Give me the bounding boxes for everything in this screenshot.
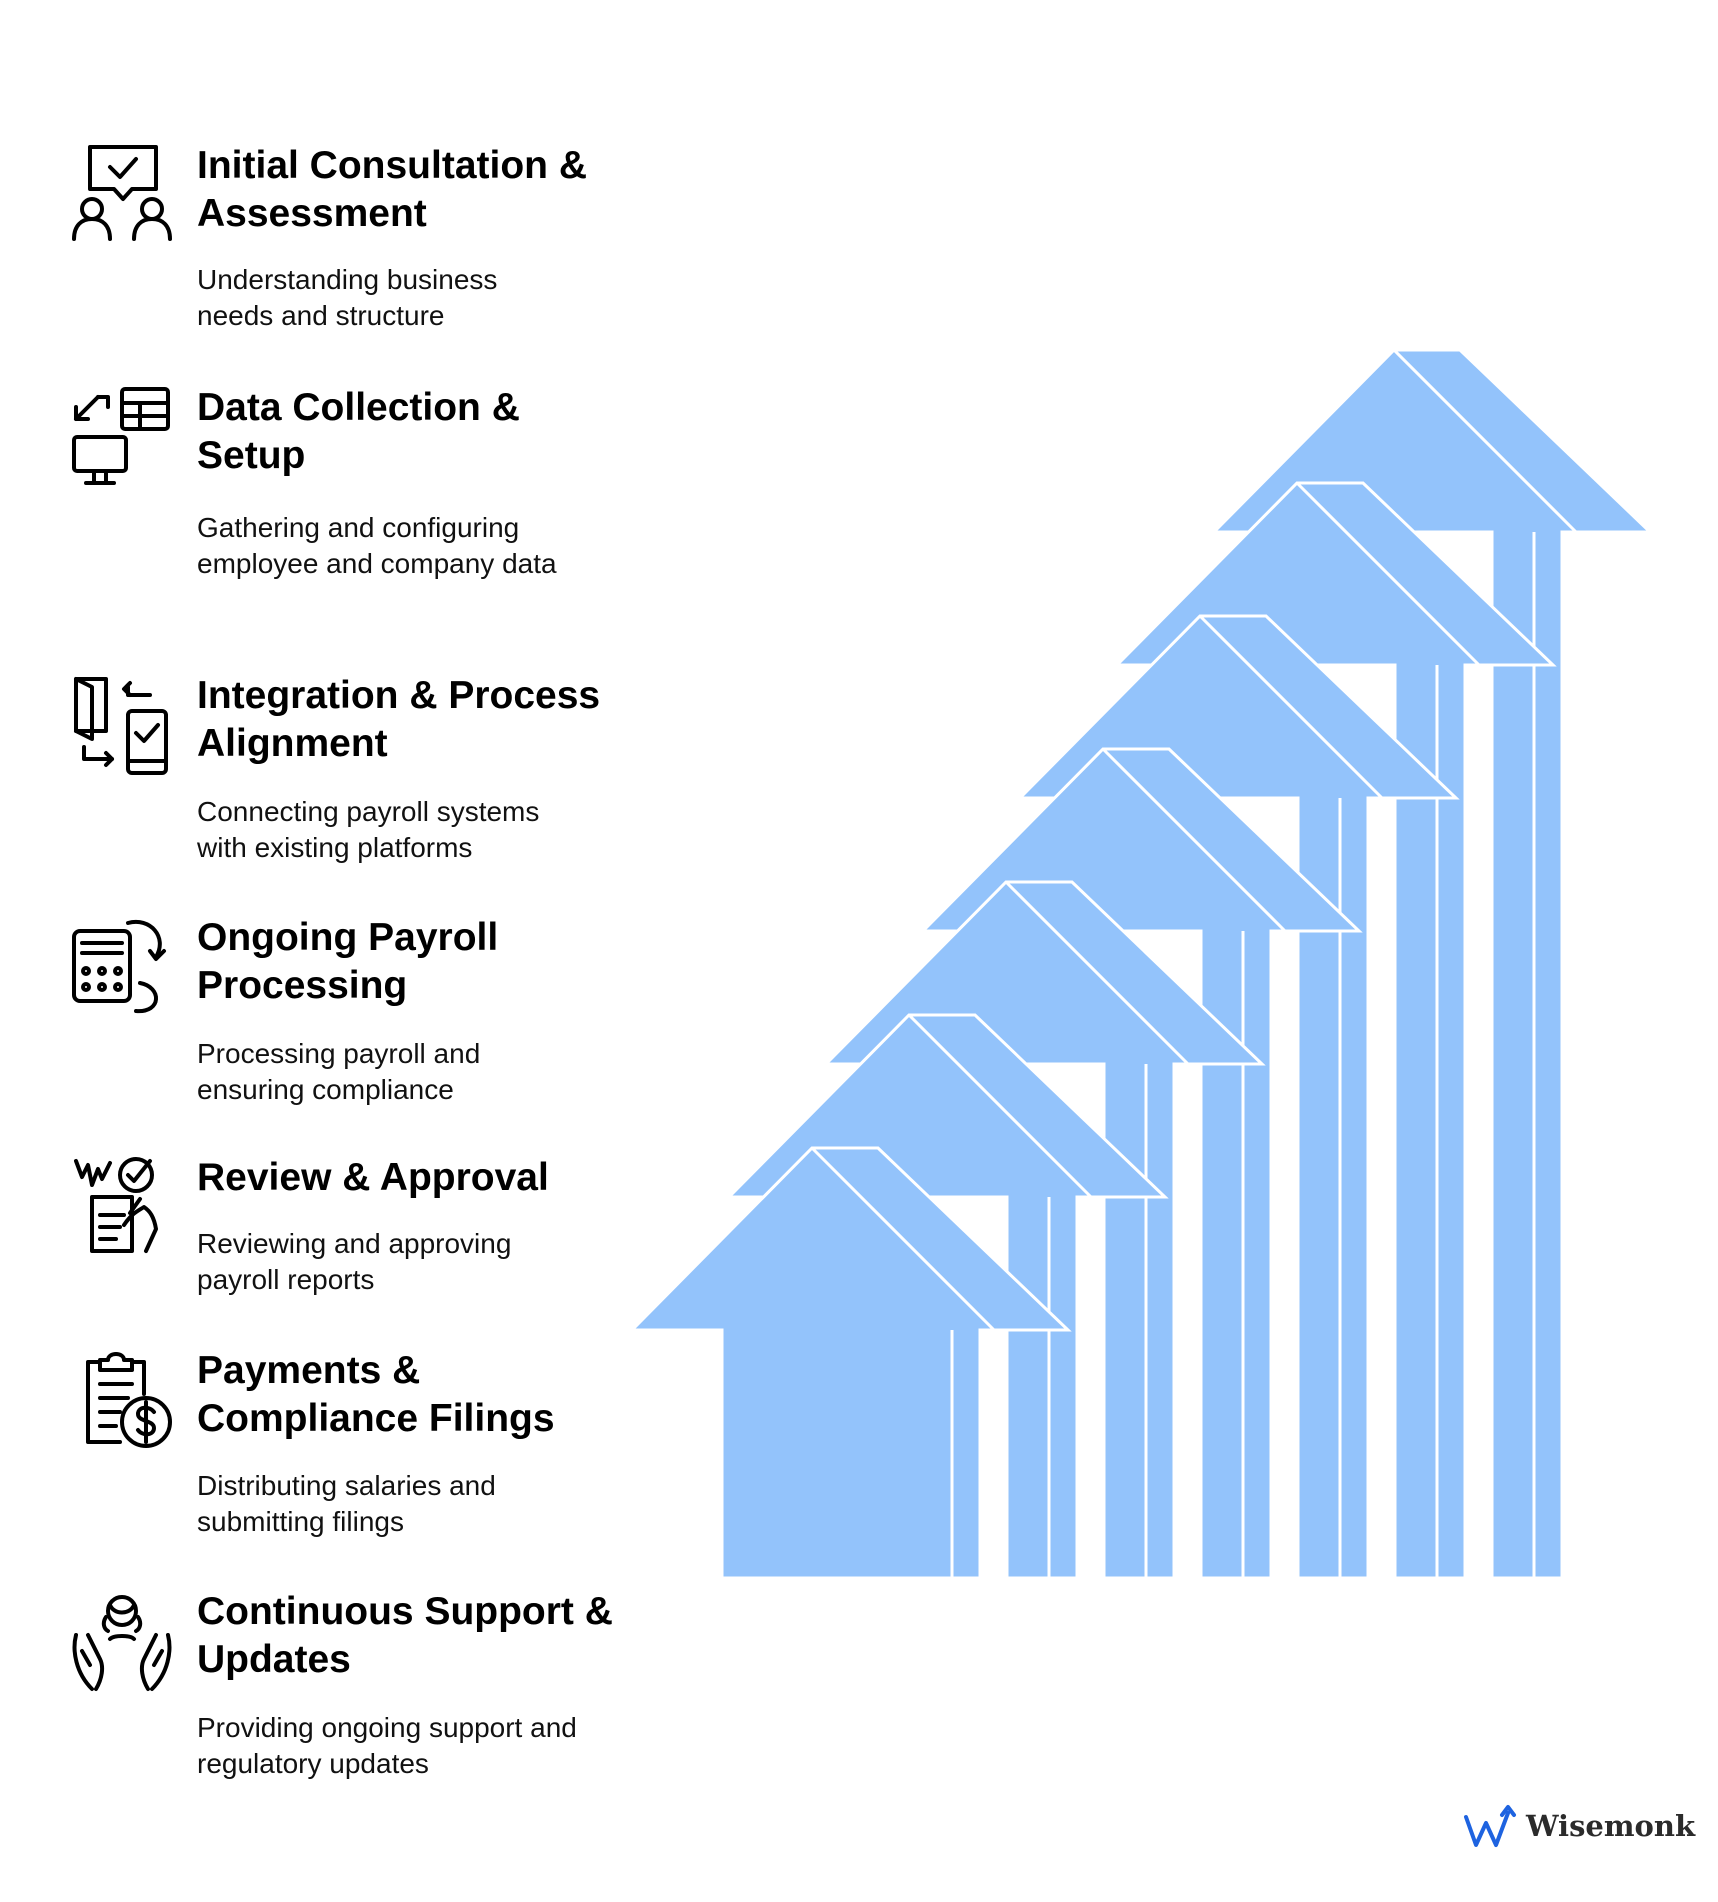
step-description: Understanding business needs and structure <box>197 264 498 331</box>
step-arrow-5 <box>1020 616 1456 1578</box>
step-arrow-2 <box>729 1015 1165 1578</box>
review-approval-icon <box>70 1155 174 1259</box>
integration-icon <box>70 673 174 777</box>
step-arrow-3 <box>826 882 1262 1578</box>
calculator-cycle-icon <box>70 915 174 1019</box>
step-description: Processing payroll and ensuring compliance <box>197 1038 481 1105</box>
step-arrow-6 <box>1117 483 1553 1578</box>
step-description: Providing ongoing support and regulatory updates <box>197 1712 577 1779</box>
step-description: Distributing salaries and submitting filings <box>197 1470 496 1537</box>
step-description: Connecting payroll systems with existing platforms <box>197 796 540 863</box>
brand-logo <box>1462 1803 1702 1859</box>
step-title: Review & Approval <box>197 1156 549 1199</box>
step-title: Integration & Process Alignment <box>197 674 601 765</box>
payment-document-icon <box>70 1348 174 1452</box>
step-arrow-7 <box>1214 350 1650 1578</box>
support-hands-icon <box>70 1589 174 1693</box>
wisemonk-logo-icon <box>1462 1803 1522 1853</box>
step-title: Payments & Compliance Filings <box>197 1349 555 1440</box>
step-title: Data Collection & Setup <box>197 386 520 477</box>
step-title: Ongoing Payroll Processing <box>197 916 499 1007</box>
brand-name: Wisemonk <box>1526 1809 1696 1843</box>
consultation-icon <box>70 143 174 247</box>
step-description: Reviewing and approving payroll reports <box>197 1228 512 1295</box>
data-setup-icon <box>70 385 174 489</box>
step-arrow-4 <box>923 749 1359 1578</box>
step-description: Gathering and configuring employee and company data <box>197 512 557 579</box>
step-title: Initial Consultation & Assessment <box>197 144 587 235</box>
step-title: Continuous Support & Updates <box>197 1590 613 1681</box>
step-arrow-1 <box>632 1148 1068 1578</box>
